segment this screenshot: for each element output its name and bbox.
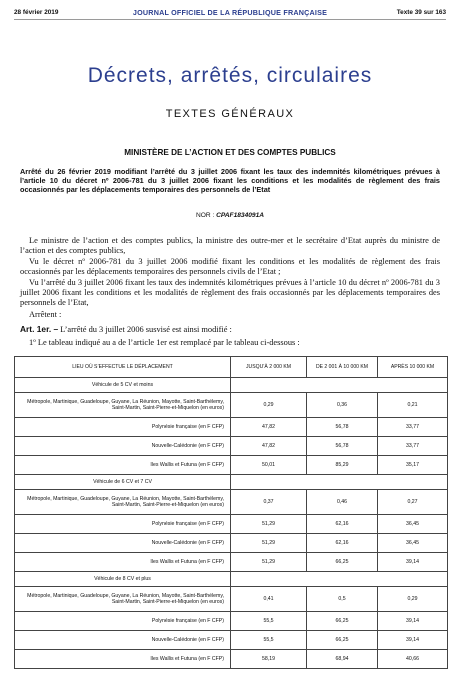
nor-label: NOR : [195,212,217,219]
cell-value: 39,14 [378,631,448,650]
cell-value: 40,66 [378,650,448,669]
table-row [15,612,448,631]
cell-value: 66,25 [307,631,378,650]
journal-title: JOURNAL OFFICIEL DE LA RÉPUBLIQUE FRANÇAISE [132,8,328,17]
cell-value: 55,5 [231,631,307,650]
table-row [15,393,448,418]
rates-table [14,356,448,669]
table-row [15,553,448,572]
cell-location: Nouvelle-Calédonie (en F CFP) [15,437,231,456]
cell-location: Métropole, Martinique, Guadeloupe, Guyane, La Réunion, Mayotte, Saint-Barthélemy, Saint-Martin, Saint-Pierre-et-Miquelon (en euros) [15,490,231,515]
cell-value: 33,77 [378,418,448,437]
point-1: 1º Le tableau indiqué au a de l’article 1er est remplacé par le tableau ci-dessous : [29,338,300,347]
cell-value: 33,77 [378,437,448,456]
table-row [15,418,448,437]
ministry-heading: MINISTÈRE DE L’ACTION ET DES COMPTES PUBLICS [124,148,336,157]
group-row [15,475,448,490]
paragraph-preamble: Le ministre de l’action et des comptes publics, la ministre des outre-mer et le secrétaire d’Etat auprès du ministre de l’action et des comptes publics, [20,236,440,255]
group-row [15,572,448,587]
table-row [15,490,448,515]
cell-value: 56,78 [307,418,378,437]
cell-value: 39,14 [378,553,448,572]
cell-location: Iles Wallis et Futuna (en F CFP) [15,650,231,669]
cell-value: 50,01 [231,456,307,475]
cell-value: 62,16 [307,515,378,534]
cell-location: Métropole, Martinique, Guadeloupe, Guyane, La Réunion, Mayotte, Saint-Barthélemy, Saint-Martin, Saint-Pierre-et-Miquelon (en euros) [15,587,231,612]
cell-location: Métropole, Martinique, Guadeloupe, Guyane, La Réunion, Mayotte, Saint-Barthélemy, Saint-Martin, Saint-Pierre-et-Miquelon (en euros) [15,393,231,418]
cell-location: Iles Wallis et Futuna (en F CFP) [15,553,231,572]
cell-value: 51,29 [231,553,307,572]
section-title: Décrets, arrêtés, circulaires [87,64,373,87]
subsection-title: TEXTES GÉNÉRAUX [165,108,295,120]
cell-value: 35,17 [378,456,448,475]
cell-value: 66,25 [307,612,378,631]
group-label: Véhicule de 8 CV et plus [15,572,231,587]
table-row [15,631,448,650]
cell-value: 0,46 [307,490,378,515]
cell-value: 0,37 [231,490,307,515]
cell-location: Polynésie française (en F CFP) [15,612,231,631]
paragraph-visa-arrete: Vu l’arrêté du 3 juillet 2006 fixant les taux des indemnités kilométriques prévues à l’article 10 du décret nº 2006-781 du 3 juillet 2006 fixant les conditions et les modalités de règlement des frais occasionnés par les déplacements temporaires des personnels de l’Etat, [20,278,440,307]
nor-reference [0,212,460,219]
col-header-over-10000: APRÈS 10 000 KM [378,357,448,378]
table-row [15,515,448,534]
group-label: Véhicule de 5 CV et moins [15,378,231,393]
cell-value: 66,25 [307,553,378,572]
cell-value: 0,36 [307,393,378,418]
table-row [15,437,448,456]
cell-value: 68,94 [307,650,378,669]
cell-location: Nouvelle-Calédonie (en F CFP) [15,631,231,650]
cell-value: 55,5 [231,612,307,631]
cell-value: 0,29 [231,393,307,418]
cell-value: 0,21 [378,393,448,418]
cell-value: 0,5 [307,587,378,612]
cell-location: Iles Wallis et Futuna (en F CFP) [15,456,231,475]
cell-value: 0,27 [378,490,448,515]
cell-value: 85,29 [307,456,378,475]
table-row [15,456,448,475]
cell-value: 36,45 [378,515,448,534]
decree-title: Arrêté du 26 février 2019 modifiant l’arrêté du 3 juillet 2006 fixant les taux des indemnités kilométriques prévues à l’article 10 du décret nº 2006-781 du 3 juillet 2006 fixant les conditions et les modalités de règlement des frais occasionnés par les déplacements temporaires des personnels de l’Etat [20,167,440,195]
text-number: Texte 39 sur 163 [396,9,446,16]
cell-value: 0,29 [378,587,448,612]
cell-location: Polynésie française (en F CFP) [15,418,231,437]
page-header [14,7,446,20]
cell-value: 51,29 [231,534,307,553]
table-row [15,650,448,669]
cell-value: 36,45 [378,534,448,553]
article-label: Art. 1er. – [20,324,59,334]
arretent: Arrêtent : [29,310,62,319]
cell-value: 62,16 [307,534,378,553]
cell-value: 0,41 [231,587,307,612]
cell-value: 58,19 [231,650,307,669]
article-1 [20,324,440,335]
publication-date: 28 février 2019 [14,9,59,16]
col-header-2001-10000: DE 2 001 À 10 000 KM [307,357,378,378]
group-label: Véhicule de 6 CV et 7 CV [15,475,231,490]
table-row [15,587,448,612]
cell-value: 56,78 [307,437,378,456]
nor-value: CPAF1834091A [216,212,265,219]
table-header-row [15,357,448,378]
col-header-up-to-2000: JUSQU’À 2 000 KM [231,357,307,378]
cell-value: 39,14 [378,612,448,631]
article-text: L’arrêté du 3 juillet 2006 susvisé est ainsi modifié : [58,325,232,334]
col-header-location: LIEU OÙ S’EFFECTUE LE DÉPLACEMENT [15,357,231,378]
paragraph-visa-decret: Vu le décret nº 2006-781 du 3 juillet 2006 modifié fixant les conditions et les modalités de règlement des frais occasionnés par les déplacements temporaires des personnels civils de l’Etat ; [20,257,440,276]
cell-location: Polynésie française (en F CFP) [15,515,231,534]
group-row [15,378,448,393]
cell-value: 47,82 [231,437,307,456]
cell-value: 51,29 [231,515,307,534]
cell-location: Nouvelle-Calédonie (en F CFP) [15,534,231,553]
table-row [15,534,448,553]
cell-value: 47,82 [231,418,307,437]
